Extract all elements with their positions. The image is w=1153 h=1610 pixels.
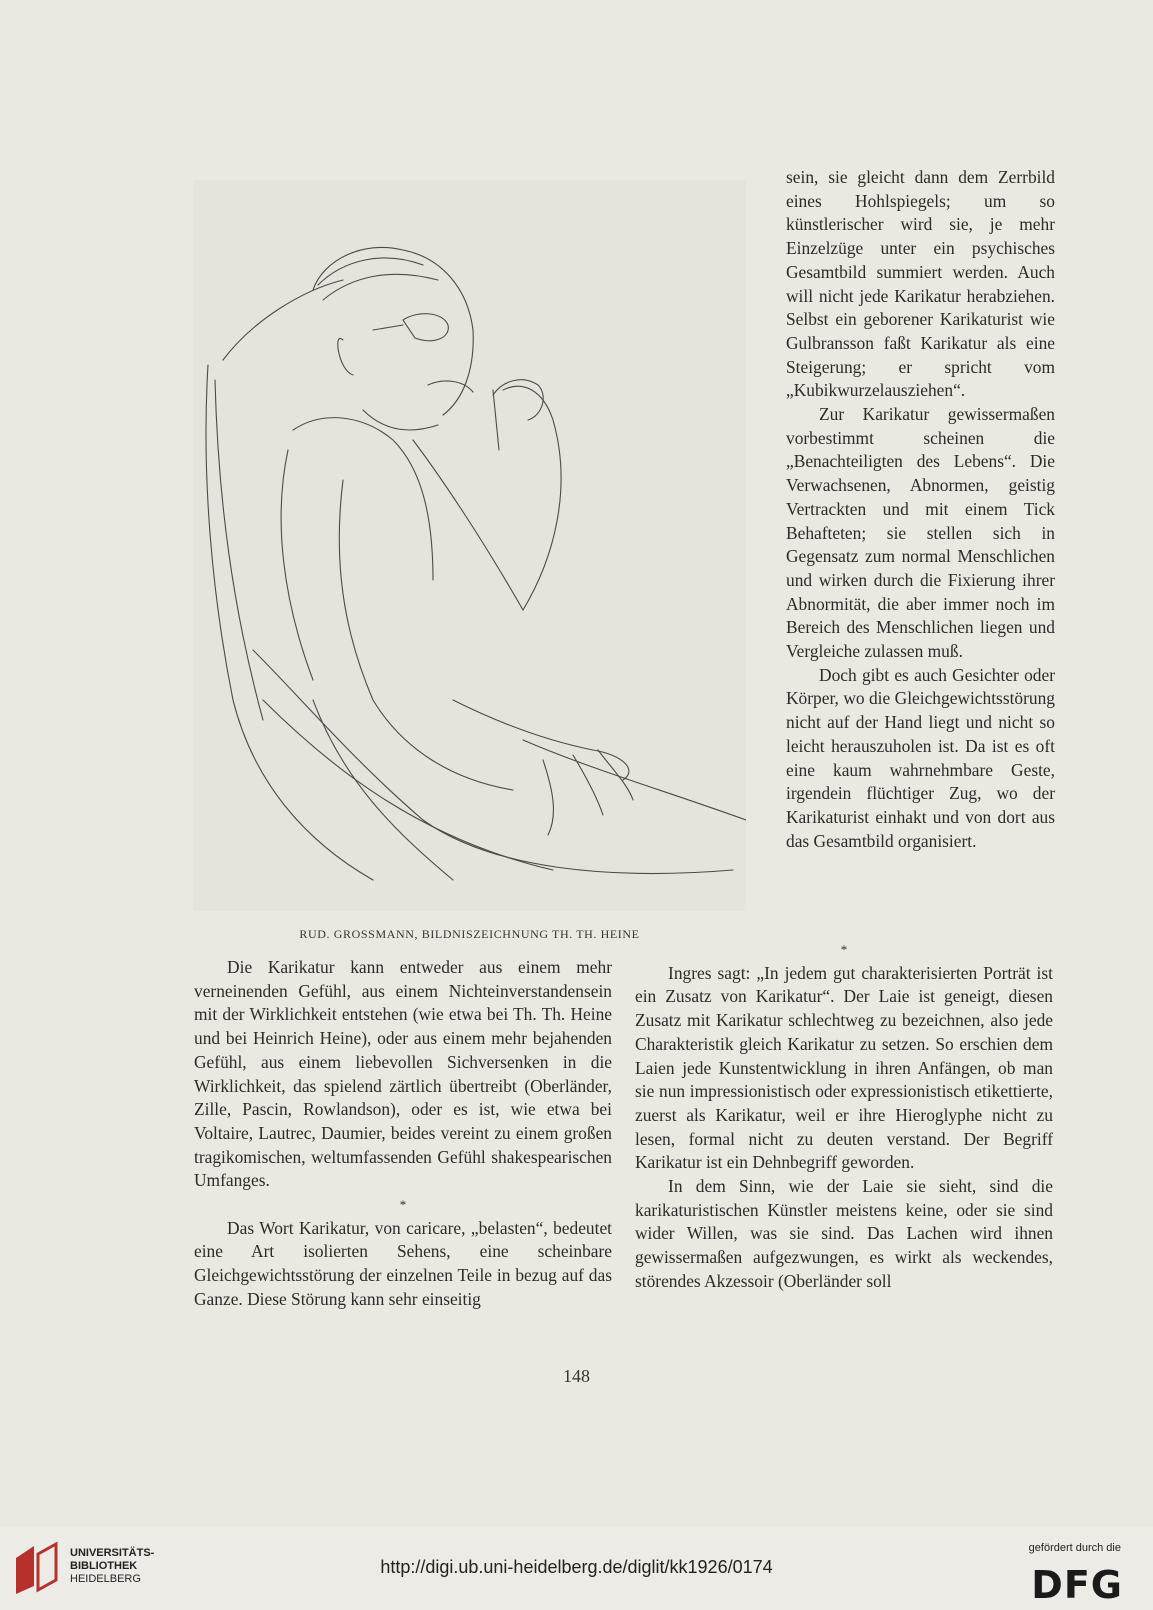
arm-stroke xyxy=(503,386,561,610)
paragraph: Das Wort Karikatur, von caricare, „belasten“, bedeutet eine Art isolierten Sehens, eine scheinbare Gleichgewichtsstörung der einzelnen Teile in bezug auf das Ganze. Diese Störung kann sehr einseitig xyxy=(194,1217,612,1309)
figure-caption: RUD. GROSSMANN, BILDNISZEICHNUNG TH. TH. HEINE xyxy=(299,927,640,941)
leg-stroke xyxy=(313,700,453,880)
library-line: BIBLIOTHEK xyxy=(70,1560,138,1572)
body-stroke xyxy=(281,450,313,680)
body-stroke xyxy=(293,418,433,580)
body-stroke xyxy=(339,480,513,790)
section-separator: * xyxy=(840,942,848,957)
cigarette-stroke xyxy=(493,390,499,450)
portrait-sketch xyxy=(193,180,746,911)
funding-note: gefördert durch die xyxy=(1028,1542,1121,1554)
permalink-url[interactable]: http://digi.ub.uni-heidelberg.de/diglit/kk1926/0174 xyxy=(380,1557,773,1577)
paragraph: Ingres sagt: „In jedem gut charakterisierten Porträt ist ein Zusatz von Karikatur“. Der Laie ist geneigt, diesen Zusatz mit Karikatur schlechtweg zu bezeichnen, also jede Charakteristik gleich Karikatur zu setzen. So erschien dem Laien jede Kunstentwicklung in ihren Anfängen, ob man sie nun impressionistisch oder expressionistisch etikettierte, zuerst als Karikatur, weil er ihre Hieroglyphe nicht zu lesen, formal nicht zu deuten verstand. Der Begriff Karikatur ist ein Dehnbegriff geworden. xyxy=(635,962,1053,1173)
library-line: HEIDELBERG xyxy=(70,1573,141,1585)
paragraph: Doch gibt es auch Gesichter oder Körper, wo die Gleichgewichtsstörung nicht auf der Hand liegt und nicht so leicht herauszuholen ist. Da ist es oft eine kaum wahrnehmbare Geste, irgendein flüchtiger Zug, wo der Karikaturist einhakt und von dort aus das Gesamtbild organisiert. xyxy=(786,664,1055,851)
chair-back-stroke xyxy=(215,380,263,720)
hand-stroke xyxy=(573,755,603,815)
chair-arm-stroke xyxy=(523,740,746,820)
paragraph: In dem Sinn, wie der Laie sie sieht, sind die karikaturistischen Künstler meistens keine, oder sie sind wider Willen, was sie sind. Das Lachen wird ihnen gewissermaßen aufgezwungen, es wirkt als weckendes, störendes Akzessoir (Oberländer soll xyxy=(635,1176,1053,1291)
footer-bar xyxy=(0,1527,1153,1610)
paragraph: Die Karikatur kann entweder aus einem mehr verneinenden Gefühl, aus einem Nichteinverstandensein mit der Wirklichkeit entstehen (wie etwa bei Th. Th. Heine und bei Heinrich Heine), oder aus einem mehr bejahenden Gefühl, aus einem liebevollen Sichversenken in die Wirklichkeit, das spielend zärtlich übertreibt (Oberländer, Zille, Pascin, Rowlandson), oder es ist, wie etwa bei Voltaire, Lautrec, Daumier, beides vereint zu einem großen tragikomischen, weltumfassenden Gefühl shakespearischen Umfanges. xyxy=(194,957,612,1191)
chair-arm-stroke xyxy=(253,650,733,873)
chair-back-stroke xyxy=(223,280,343,360)
ear-stroke xyxy=(338,338,353,375)
page-number: 148 xyxy=(563,1366,590,1386)
library-line: UNIVERSITÄTS- xyxy=(70,1547,155,1559)
glasses-stroke xyxy=(403,314,448,341)
paragraph: sein, sie gleicht dann dem Zerrbild eines Hohlspiegels; um so künstlerischer wird sie, je mehr Einzelzüge unter ein psychisches Gesamtbild summiert werden. Auch will nicht jede Karikatur herabziehen. Selbst ein geborener Karikaturist wie Gulbransson faßt Karikatur als eine Steigerung; er spricht vom „Kubikwurzelausziehen“. xyxy=(786,167,1055,401)
right-column xyxy=(635,938,1053,1294)
left-column xyxy=(194,956,612,1312)
paragraph: Zur Karikatur gewissermaßen vorbestimmt scheinen die „Benachteiligten des Lebens“. Die Verwachsenen, Abnormen, geistig Vertrackten und mit einem Tick Behafteten; sie stellen sich in Gegensatz zum normal Menschlichen und wirken durch die Fixierung ihrer Abnormität, die aber immer noch im Bereich des Menschlichen liegen und Vergleiche zulassen muß. xyxy=(786,404,1055,662)
section-separator: * xyxy=(399,1197,407,1213)
dfg-logo: DFG xyxy=(1031,1563,1123,1607)
side-column xyxy=(786,166,1055,853)
glasses-stroke xyxy=(373,325,403,330)
hair-stroke xyxy=(323,274,438,300)
head-stroke xyxy=(313,247,473,415)
hand-stroke xyxy=(453,700,629,780)
hand-stroke xyxy=(543,760,553,835)
